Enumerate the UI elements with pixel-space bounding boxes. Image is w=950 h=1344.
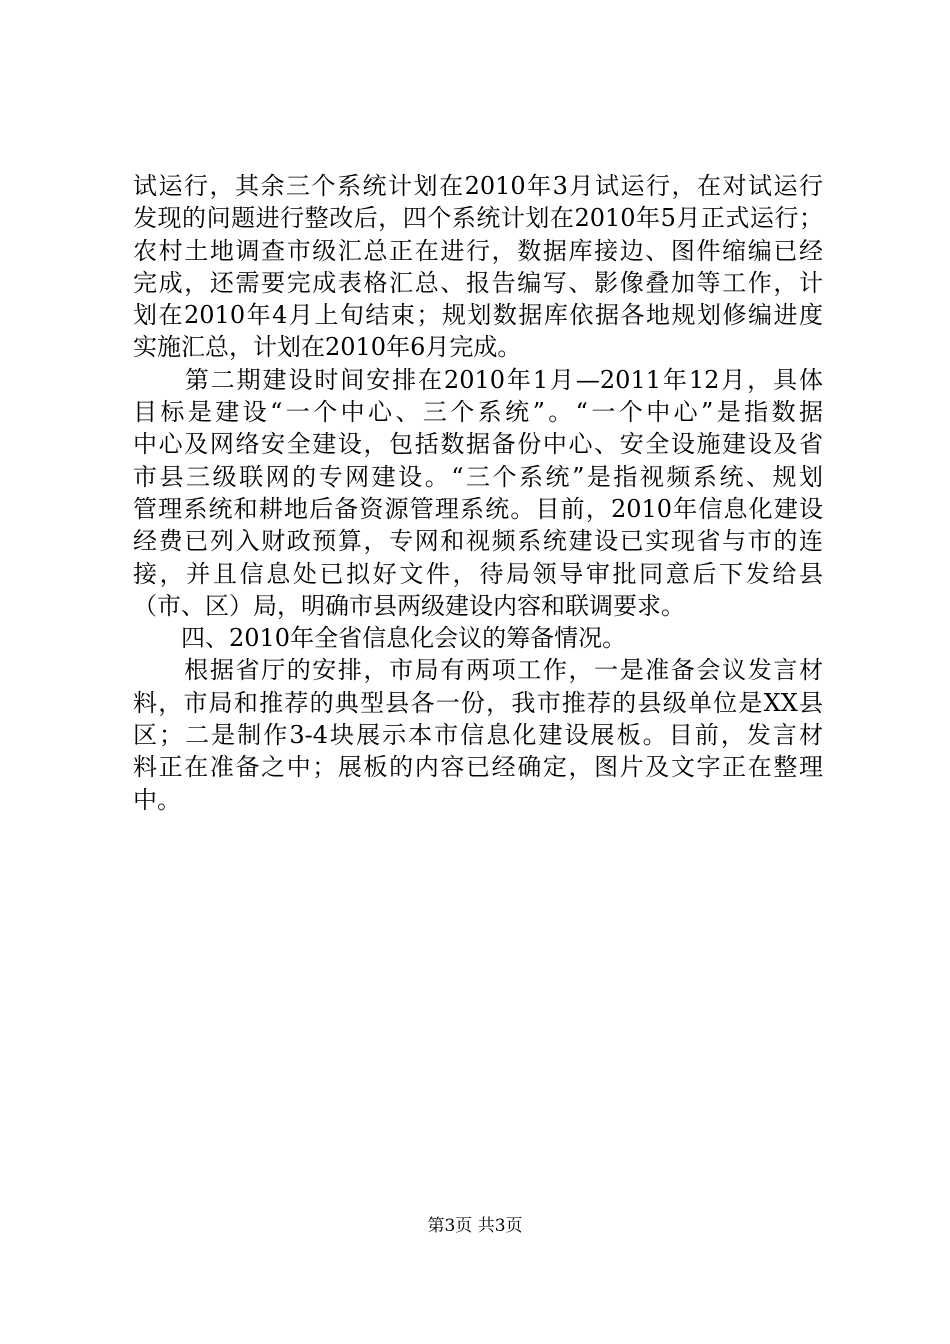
text-line: 发现的问题进行整改后，四个系统计划在2010年5月正式运行； xyxy=(133,204,823,233)
text-line: 接，并且信息处已拟好文件，待局领导审批同意后下发给县 xyxy=(133,559,823,588)
text-line: 经费已列入财政预算，专网和视频系统建设已实现省与市的连 xyxy=(133,527,823,556)
text-line: 划在2010年4月上旬结束；规划数据库依据各地规划修编进度 xyxy=(133,301,823,330)
text-line: 实施汇总，计划在2010年6月完成。 xyxy=(133,333,522,362)
text-line: 中。 xyxy=(133,785,181,814)
text-line: 完成，还需要完成表格汇总、报告编写、影像叠加等工作，计 xyxy=(133,268,823,297)
text-line: 目标是建设“一个中心、三个系统”。“一个中心”是指数据 xyxy=(133,398,823,427)
text-line: 根据省厅的安排，市局有两项工作，一是准备会议发言材 xyxy=(133,656,823,685)
text-line: 料正在准备之中；展板的内容已经确定，图片及文字正在整理 xyxy=(133,753,823,782)
body-text xyxy=(133,170,823,816)
text-line: 管理系统和耕地后备资源管理系统。目前，2010年信息化建设 xyxy=(133,494,823,523)
text-line: 第二期建设时间安排在2010年1月—2011年12月，具体 xyxy=(133,365,823,394)
page-number-footer: 第3页 共3页 xyxy=(427,1216,523,1236)
text-line: 区；二是制作3-4块展示本市信息化建设展板。目前，发言材 xyxy=(133,721,823,750)
text-line: 农村土地调查市级汇总正在进行，数据库接边、图件缩编已经 xyxy=(133,236,823,265)
section-heading: 四、2010年全省信息化会议的筹备情况。 xyxy=(133,624,627,653)
text-line: 料，市局和推荐的典型县各一份，我市推荐的县级单位是XX县 xyxy=(133,688,823,717)
text-line: （市、区）局，明确市县两级建设内容和联调要求。 xyxy=(133,591,685,620)
text-line: 市县三级联网的专网建设。“三个系统”是指视频系统、规划 xyxy=(133,462,823,491)
text-line: 试运行，其余三个系统计划在2010年3月试运行，在对试运行 xyxy=(133,172,823,200)
text-line: 中心及网络安全建设，包括数据备份中心、安全设施建设及省 xyxy=(133,430,823,459)
